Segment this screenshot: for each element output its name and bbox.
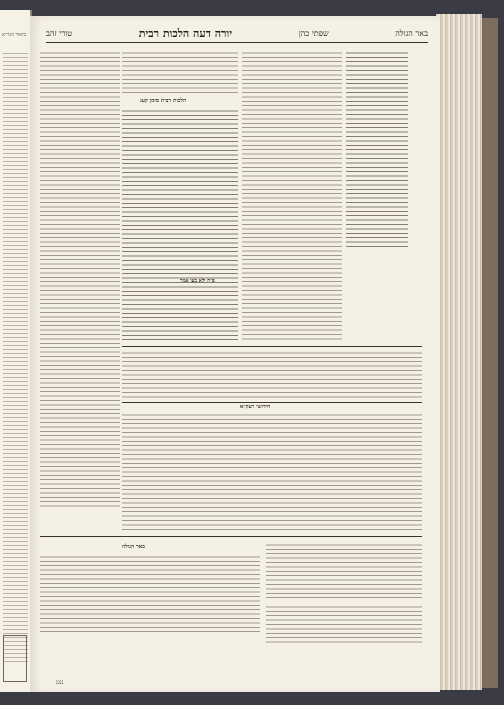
footnote-label: באר הגולה [122,544,145,550]
header-shach: שפתי כהן [298,28,329,38]
left-page-footnote-box [3,635,27,682]
main-text-title: הלכות רבית סימן קעג [140,98,187,104]
taz-column [40,50,120,510]
book-edge-shadow [482,18,498,688]
left-page-text [3,50,28,662]
bottom-notes-left [40,554,260,632]
divider-3 [40,536,422,537]
chidushim-block [122,412,422,532]
page-number: ננט [56,679,64,686]
header-title: יורה דעה הלכות רבית [138,26,233,40]
main-text-column [122,108,238,340]
top-left-block-label: פ״ה ולא בעו אמר [180,278,215,284]
header-beer-hagolah: באר הגולה [395,28,428,38]
bottom-notes-right [266,542,422,600]
divider-2 [122,402,422,403]
header-taz: טורי זהב [46,28,73,38]
shach-column [242,50,342,340]
beer-hagolah-column [346,50,408,250]
book-page-edges [436,14,482,690]
left-page-header: ביאור הגר״א [2,32,26,38]
main-text-top [122,50,238,94]
main-page [30,16,440,692]
divider-1 [122,346,422,347]
lower-commentary-block [122,350,422,398]
bottom-notes-bottom [266,604,422,644]
left-facing-page [0,10,32,692]
chidushim-label: חידושי רעק״א [240,404,271,410]
page-header [46,24,428,43]
